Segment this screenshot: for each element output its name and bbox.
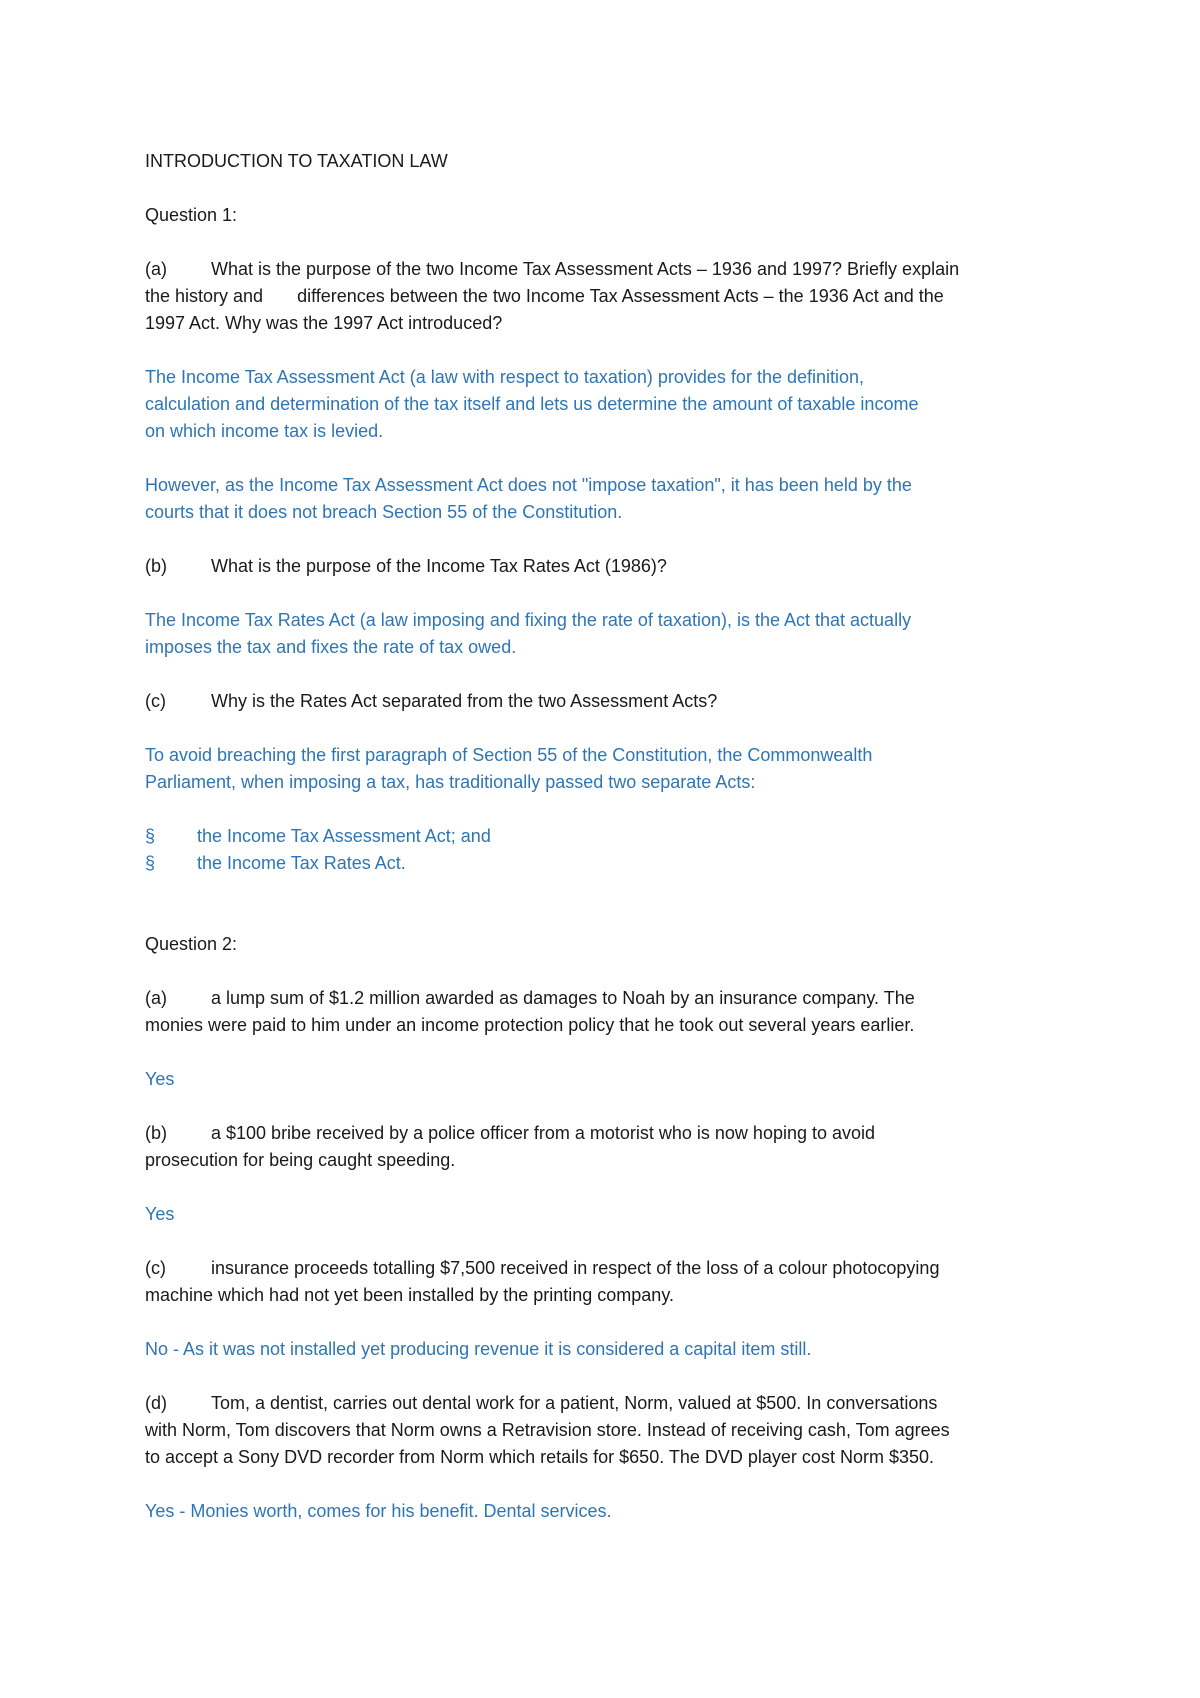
q1a-label: (a)	[145, 259, 167, 279]
q1a-question-line-2	[145, 283, 1075, 310]
q1b-question	[145, 553, 1075, 580]
q2a-label: (a)	[145, 988, 167, 1008]
q2d-question-line-2: with Norm, Tom discovers that Norm owns a Retravision store. Instead of receiving cash, Tom agrees	[145, 1420, 950, 1440]
section-symbol-icon: §	[145, 853, 156, 873]
q2d-question-line-1	[145, 1390, 1075, 1417]
q1a-answer-1-line-2: calculation and determination of the tax itself and lets us determine the amount of taxable income	[145, 394, 919, 414]
question-2-heading: Question 2:	[145, 934, 238, 954]
q1c-bullet-1-text: the Income Tax Assessment Act; and	[197, 826, 491, 846]
q2d-label: (d)	[145, 1393, 167, 1413]
q1c-question	[145, 688, 1075, 715]
q1b-text: What is the purpose of the Income Tax Rates Act (1986)?	[211, 556, 667, 576]
question-1-heading: Question 1:	[145, 205, 238, 225]
q2c-answer: No - As it was not installed yet producing revenue it is considered a capital item still.	[145, 1339, 812, 1359]
q1a-answer-2-line-2: courts that it does not breach Section 55 of the Constitution.	[145, 502, 623, 522]
q2b-text-1: a $100 bribe received by a police officer from a motorist who is now hoping to avoid	[211, 1123, 876, 1143]
q1a-question-line-3: 1997 Act. Why was the 1997 Act introduced?	[145, 313, 503, 333]
q2a-question-line-2: monies were paid to him under an income protection policy that he took out several years earlier.	[145, 1015, 915, 1035]
q2b-question-line-2: prosecution for being caught speeding.	[145, 1150, 456, 1170]
q1a-answer-2-line-1: However, as the Income Tax Assessment Act does not "impose taxation", it has been held by the	[145, 475, 912, 495]
q1c-bullet-2-text: the Income Tax Rates Act.	[197, 853, 406, 873]
q1a-text-2a: the history and	[145, 286, 264, 306]
q2a-text-1: a lump sum of $1.2 million awarded as damages to Noah by an insurance company. The	[211, 988, 915, 1008]
q1c-label: (c)	[145, 691, 166, 711]
q1a-answer-1-line-1: The Income Tax Assessment Act (a law with respect to taxation) provides for the definition,	[145, 367, 865, 387]
q2d-text-1: Tom, a dentist, carries out dental work for a patient, Norm, valued at $500. In conversations	[211, 1393, 938, 1413]
q1c-answer-line-2: Parliament, when imposing a tax, has traditionally passed two separate Acts:	[145, 772, 756, 792]
q2d-question-line-3: to accept a Sony DVD recorder from Norm which retails for $650. The DVD player cost Norm $350.	[145, 1447, 934, 1467]
q2c-question-line-2: machine which had not yet been installed by the printing company.	[145, 1285, 674, 1305]
q2d-answer: Yes - Monies worth, comes for his benefit. Dental services.	[145, 1501, 612, 1521]
q2b-answer: Yes	[145, 1204, 175, 1224]
q2a-answer: Yes	[145, 1069, 175, 1089]
q2c-text-1: insurance proceeds totalling $7,500 received in respect of the loss of a colour photocopying	[211, 1258, 940, 1278]
q2b-question-line-1	[145, 1120, 1075, 1147]
q2c-question-line-1	[145, 1255, 1075, 1282]
q1a-text-1: What is the purpose of the two Income Tax Assessment Acts – 1936 and 1997? Briefly explain	[211, 259, 960, 279]
document-title: INTRODUCTION TO TAXATION LAW	[145, 151, 448, 171]
q1c-bullet-1	[145, 823, 1075, 850]
q2a-question-line-1	[145, 985, 1075, 1012]
q2b-label: (b)	[145, 1123, 167, 1143]
q1c-answer-line-1: To avoid breaching the first paragraph of Section 55 of the Constitution, the Commonwealth	[145, 745, 873, 765]
q1a-answer-1-line-3: on which income tax is levied.	[145, 421, 384, 441]
q1b-label: (b)	[145, 556, 167, 576]
section-symbol-icon: §	[145, 826, 156, 846]
q1b-answer-line-1: The Income Tax Rates Act (a law imposing and fixing the rate of taxation), is the Act that actually	[145, 610, 912, 630]
q1b-answer-line-2: imposes the tax and fixes the rate of tax owed.	[145, 637, 517, 657]
q2c-label: (c)	[145, 1258, 166, 1278]
q1a-question-line-1	[145, 256, 1075, 283]
q1c-text: Why is the Rates Act separated from the two Assessment Acts?	[211, 691, 718, 711]
q1c-bullet-2	[145, 850, 1075, 877]
q1a-text-2b: differences between the two Income Tax Assessment Acts – the 1936 Act and the	[297, 286, 944, 306]
